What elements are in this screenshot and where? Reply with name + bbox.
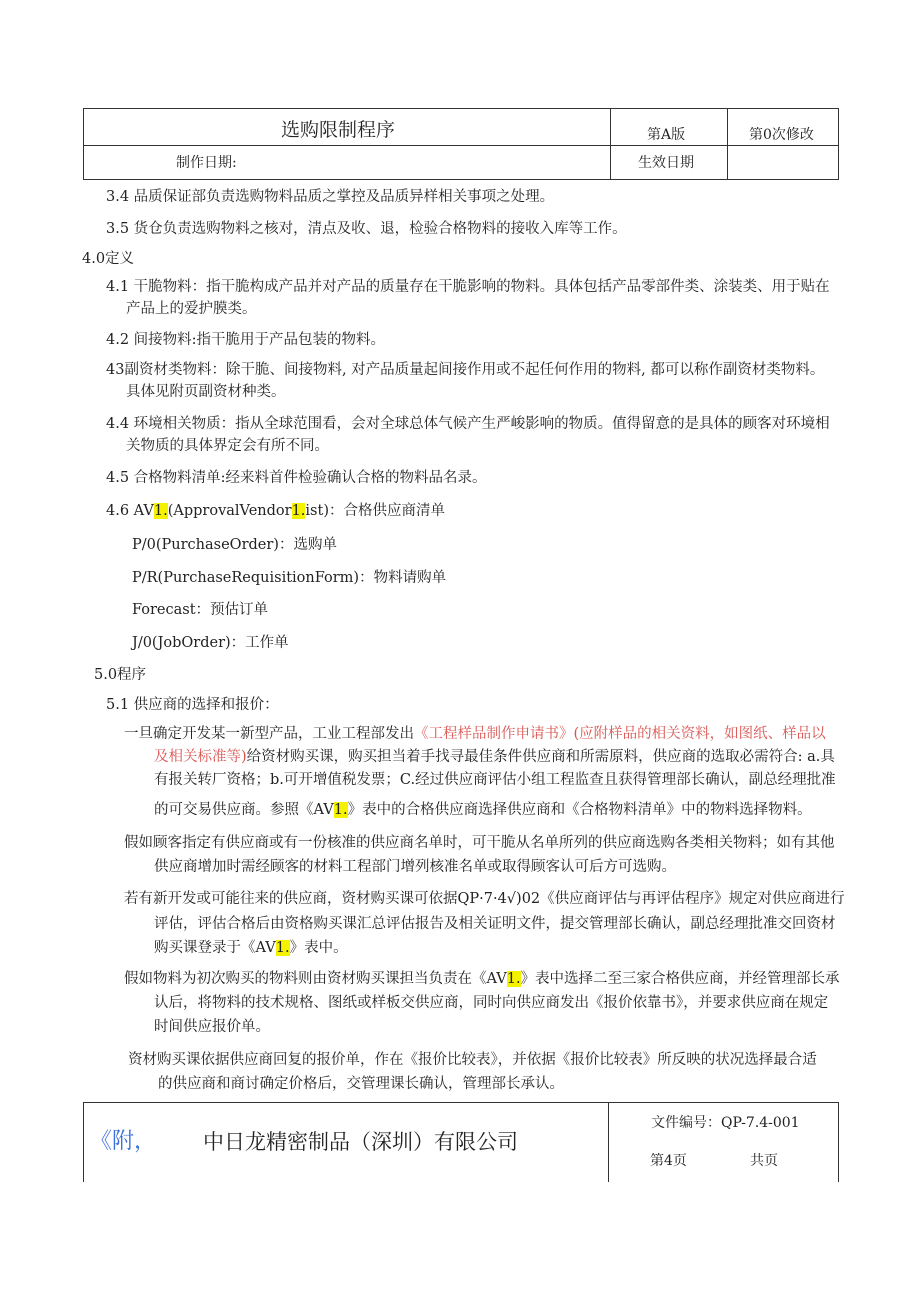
clause-5-1: 5.1 供应商的选择和报价： [106, 697, 279, 713]
highlight-1: 1. [153, 503, 168, 519]
clause-4-4-line2: 关物质的具体界定会有所不同。 [126, 438, 329, 454]
term-po: P/0(PurchaseOrder)：选购单 [132, 537, 337, 553]
made-date-label: 制作日期: [176, 155, 237, 171]
para4-line3: 时间供应报价单。 [154, 1019, 270, 1035]
highlight-4: 1. [275, 940, 290, 956]
para4-line1 [124, 968, 840, 990]
total-pages: 共页 [750, 1153, 778, 1169]
clause-4-6 [106, 500, 445, 522]
para2-line2: 供应商增加时需经顾客的材料工程部门增列核准名单或取得顾客认可后方可选购。 [154, 859, 676, 875]
clause-4-2: 4.2 间接物料:指干脆用于产品包装的物料。 [106, 332, 386, 348]
term-forecast: Forecast：预估订单 [132, 602, 269, 618]
clause-3-4: 3.4 品质保证部负责选购物料品质之掌控及品质异样相关事项之处理。 [106, 189, 555, 205]
footer-col-divider [608, 1103, 609, 1182]
clause-4-1-line2: 产品上的爱护膜类。 [126, 301, 257, 317]
para1-line1-text: 一旦确定开发某一新型产品，工业工程部发出 [124, 726, 414, 742]
para5-line1: 资材购买课依据供应商回复的报价单，作在《报价比较表》，并依据《报价比较表》所反映的状况选择最合适 [128, 1052, 817, 1068]
para1-line2-text: 给资材购买课，购买担当着手找寻最佳条件供应商和所需原料，供应商的选取必需符合: a.具 [246, 749, 835, 765]
clause-4-5: 4.5 合格物料清单:经来料首件检验确认合格的物料品名录。 [106, 470, 487, 486]
para4-line1-prefix: 假如物料为初次购买的物料则由资材购买课担当负责在《AV [124, 971, 507, 987]
highlight-2: 1. [291, 503, 306, 519]
highlight-3: 1. [333, 802, 348, 818]
para1-line1-red: 《工程样品制作申请书》(应附样品的相关资料，如图纸、样品以 [414, 726, 826, 742]
para1-line2-red: 及相关标准等) [154, 749, 247, 765]
para1-line4-suffix: 》表中的合格供应商选择供应商和《合格物料清单》中的物料选择物料。 [347, 802, 812, 818]
section-4-heading: 4.0定义 [82, 251, 135, 267]
document-title: 选购限制程序 [281, 119, 396, 141]
file-number: 文件编号：QP-7.4-001 [651, 1115, 800, 1131]
clause-4-1-line1: 4.1 干脆物料：指干脆构成产品并对产品的质量存在干脆影响的物料。具体包括产品零部件类、涂装类、用于贴在 [106, 279, 830, 295]
para1-line1 [124, 723, 826, 745]
clause-4-6-prefix: 4.6 AV [106, 503, 154, 519]
clause-4-4-line1: 4.4 环境相关物质：指从全球范围看，会对全球总体气候产生严峻影响的物质。值得留意的是具体的顾客对环境相 [106, 416, 830, 432]
para3-line1: 若有新开发或可能往来的供应商，资材购买课可依据QP·7·4√)02《供应商评估与再评估程序》规定对供应商进行 [124, 891, 845, 907]
para1-line4-prefix: 的可交易供应商。参照《AV [154, 802, 334, 818]
highlight-5: 1. [506, 971, 521, 987]
para5-line2: 的供应商和商讨确定价格后，交管理课长确认，管理部长承认。 [158, 1076, 564, 1092]
section-5-heading: 5.0程序 [94, 667, 147, 683]
clause-4-6-suffix: ist)：合格供应商清单 [305, 503, 445, 519]
clause-3-5: 3.5 货仓负责选购物料之核对，清点及收、退，检验合格物料的接收入库等工作。 [106, 221, 627, 237]
term-jo: J/0(JobOrder)：工作单 [132, 635, 289, 651]
effective-date-label: 生效日期 [638, 155, 694, 171]
term-pr: P/R(PurchaseRequisitionForm)：物料请购单 [132, 570, 447, 586]
version-label: 第A版 [647, 127, 686, 143]
header-col-divider-1 [610, 109, 611, 179]
para4-line1-suffix: 》表中选择二至三家合格供应商，并经管理部长承 [520, 971, 840, 987]
clause-4-3-line1: 43副资材类物料：除干脆、间接物料, 对产品质量起间接作用或不起任何作用的物料, 都可以称作副资材类物料。 [106, 362, 825, 378]
para3-line3 [154, 937, 348, 959]
para3-line3-suffix: 》表中。 [289, 940, 348, 956]
company-name: 中日龙精密制品（深圳）有限公司 [203, 1130, 518, 1154]
para1-line3: 有报关转厂资格；b.可开增值税发票；C.经过供应商评估小组工程监查且获得管理部长确认，副总经理批准 [154, 772, 836, 788]
para1-line4 [154, 799, 812, 821]
para3-line3-prefix: 购买课登录于《AV [154, 940, 276, 956]
attachment-mark: 《附， [90, 1129, 157, 1154]
para1-line2 [154, 746, 835, 768]
page-number: 第4页 [650, 1153, 687, 1169]
header-col-divider-2 [727, 109, 728, 179]
revision-label: 第0次修改 [749, 127, 814, 143]
para3-line2: 评估，评估合格后由资格购买课汇总评估报告及相关证明文件，提交管理部长确认，副总经理批准交回资材 [154, 916, 836, 932]
para2-line1: 假如顾客指定有供应商或有一份核准的供应商名单时，可干脆从名单所列的供应商选购各类相关物料；如有其他 [124, 835, 835, 851]
clause-4-3-line2: 具体见附页副资材种类。 [126, 384, 286, 400]
para4-line2: 认后，将物料的技术规格、图纸或样板交供应商，同时向供应商发出《报价依靠书》，并要求供应商在规定 [154, 995, 829, 1011]
header-divider [84, 145, 838, 146]
clause-4-6-mid: (ApprovalVendor [167, 503, 292, 519]
